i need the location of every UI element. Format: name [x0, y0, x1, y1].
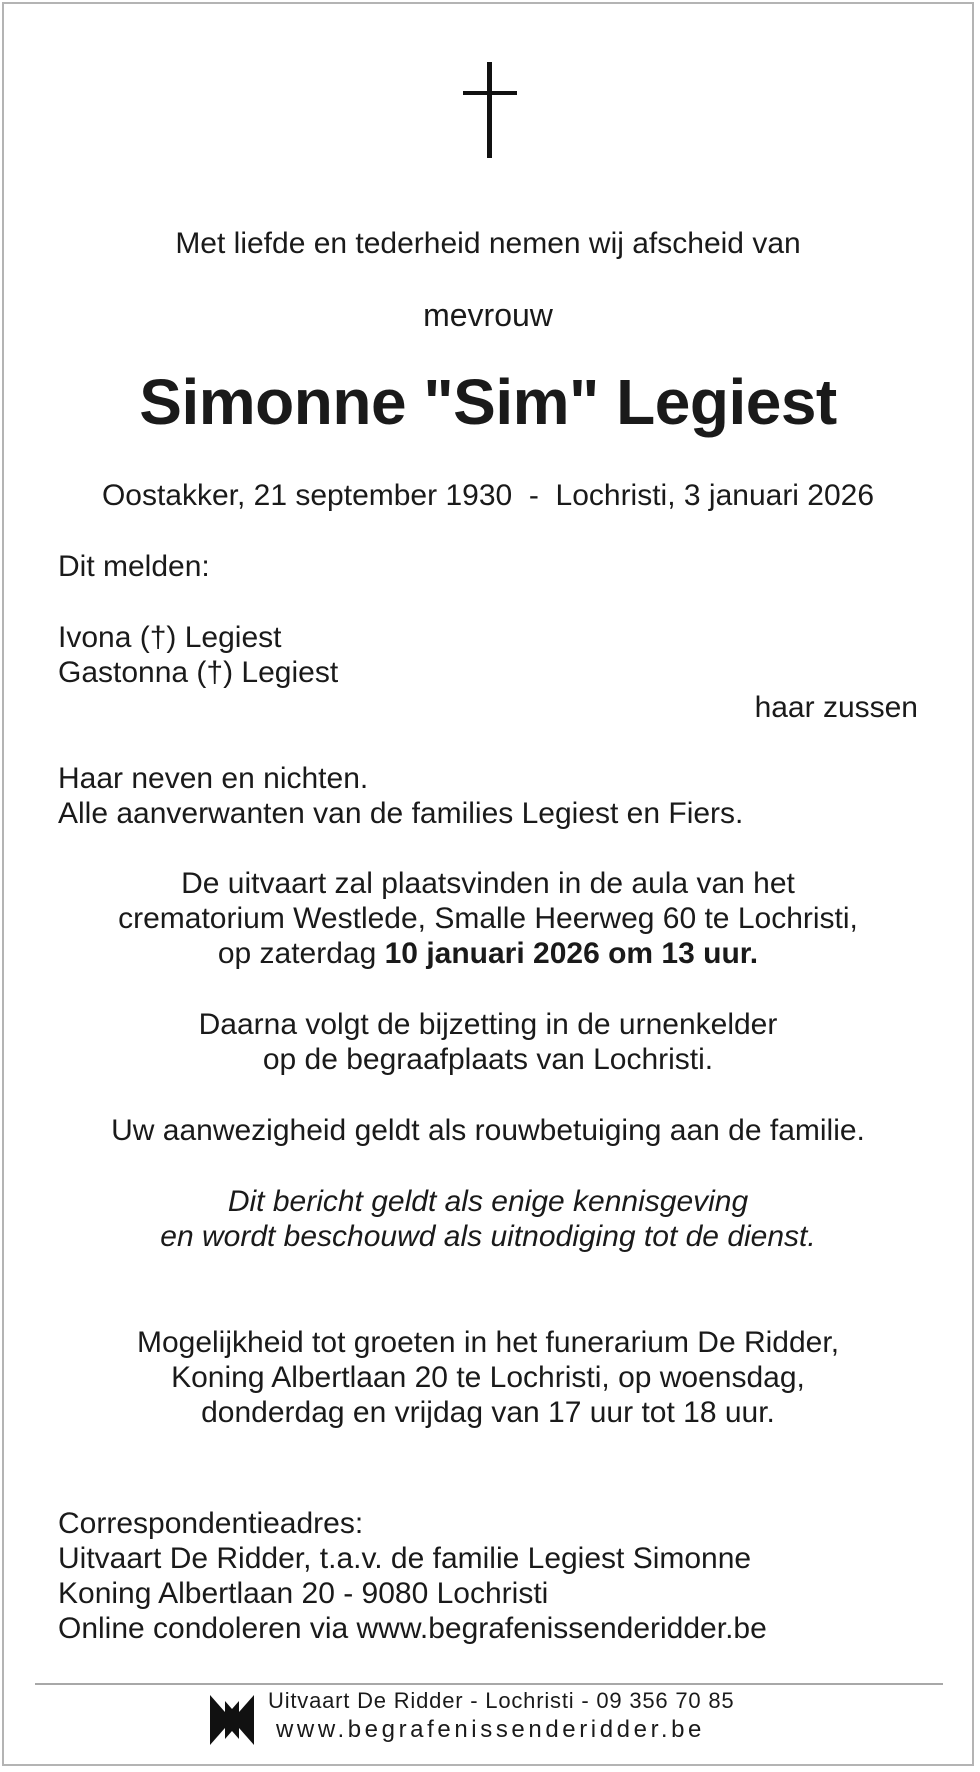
funeral-line: crematorium Westlede, Smalle Heerweg 60 te Lochristi,: [118, 902, 858, 935]
family-relation: haar zussen: [754, 691, 918, 724]
correspondence-line: Koning Albertlaan 20 - 9080 Lochristi: [58, 1577, 549, 1610]
visitation-line: Koning Albertlaan 20 te Lochristi, op woensdag,: [171, 1361, 805, 1394]
burial-line: Daarna volgt de bijzetting in de urnenkelder: [198, 1008, 778, 1041]
correspondence-line: Uitvaart De Ridder, t.a.v. de familie Legiest Simonne: [58, 1542, 752, 1575]
announcers-label: Dit melden:: [58, 550, 210, 583]
notice-line: en wordt beschouwd als uitnodiging tot de dienst.: [160, 1220, 816, 1253]
family-line: Alle aanverwanten van de families Legiest en Fiers.: [58, 797, 744, 830]
funeral-date-prefix: op zaterdag: [217, 937, 385, 970]
company-logo-icon: [210, 1693, 254, 1747]
notice-line: Dit bericht geldt als enige kennisgeving: [227, 1185, 749, 1218]
family-member: Ivona (†) Legiest: [58, 621, 282, 654]
funeral-date: 10 januari 2026 om 13 uur.: [384, 937, 759, 970]
visitation-line: Mogelijkheid tot groeten in het funerarium De Ridder,: [136, 1326, 840, 1359]
footer-company-line: Uitvaart De Ridder - Lochristi - 09 356 70 85: [268, 1688, 735, 1713]
deceased-name: Simonne "Sim" Legiest: [139, 366, 837, 438]
burial-line: op de begraafplaats van Lochristi.: [262, 1043, 714, 1076]
footer-website[interactable]: www.begrafenissenderidder.be: [276, 1716, 706, 1743]
footer-divider: [35, 1683, 943, 1685]
family-line: Haar neven en nichten.: [58, 762, 369, 795]
visitation-line: donderdag en vrijdag van 17 uur tot 18 uur.: [201, 1396, 775, 1429]
title-prefix: mevrouw: [423, 297, 553, 333]
family-member: Gastonna (†) Legiest: [58, 656, 339, 689]
life-dates: Oostakker, 21 september 1930 - Lochristi, 3 januari 2026: [101, 479, 875, 512]
attendance-text: Uw aanwezigheid geldt als rouwbetuiging aan de familie.: [111, 1114, 865, 1147]
correspondence-label: Correspondentieadres:: [58, 1507, 364, 1540]
cross-icon: [463, 62, 517, 158]
correspondence-line: Online condoleren via www.begrafenissenderidder.be: [58, 1612, 767, 1645]
funeral-line: De uitvaart zal plaatsvinden in de aula van het: [181, 867, 795, 900]
funeral-date-line: [0, 936, 976, 971]
intro-text: Met liefde en tederheid nemen wij afscheid van: [175, 227, 801, 260]
